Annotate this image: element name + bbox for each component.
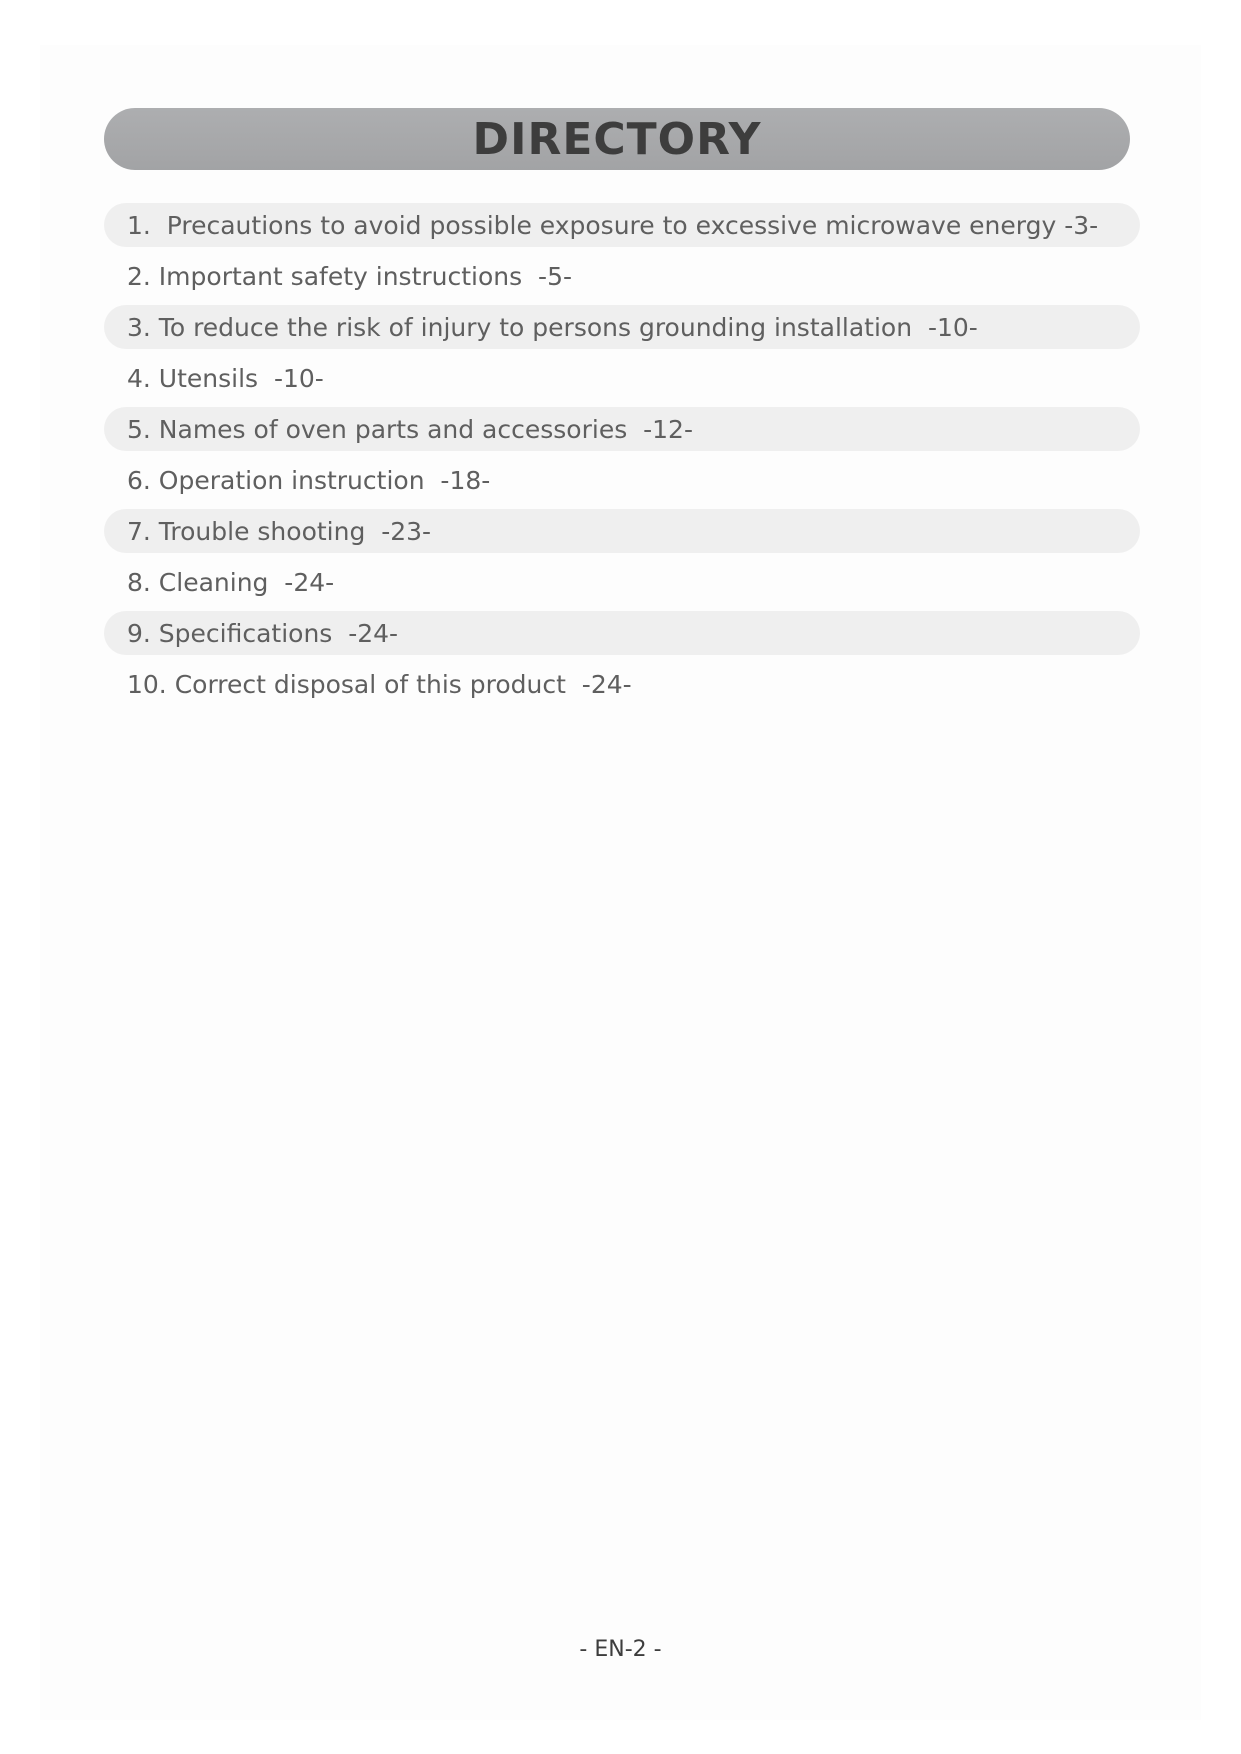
- toc-item-label: 1. Precautions to avoid possible exposure to excessive microwave energy -3-: [127, 210, 1099, 240]
- toc-item-4[interactable]: [104, 356, 1140, 400]
- toc-item-label: 4. Utensils -10-: [127, 363, 324, 393]
- toc-item-label: 10. Correct disposal of this product -24-: [127, 669, 632, 699]
- toc-item-label: 7. Trouble shooting -23-: [127, 516, 432, 546]
- directory-header-bar: [104, 108, 1130, 170]
- toc-item-8[interactable]: [104, 560, 1140, 604]
- toc-item-label: 2. Important safety instructions -5-: [127, 261, 572, 291]
- table-of-contents: [104, 203, 1140, 713]
- toc-item-label: 5. Names of oven parts and accessories -12-: [127, 414, 693, 444]
- toc-item-2[interactable]: [104, 254, 1140, 298]
- toc-item-3[interactable]: [104, 305, 1140, 349]
- toc-item-10[interactable]: [104, 662, 1140, 706]
- toc-item-5[interactable]: [104, 407, 1140, 451]
- toc-item-7[interactable]: [104, 509, 1140, 553]
- page-number: - EN-2 -: [579, 1637, 662, 1662]
- toc-item-6[interactable]: [104, 458, 1140, 502]
- toc-item-label: 9. Specifications -24-: [127, 618, 399, 648]
- toc-item-label: 8. Cleaning -24-: [127, 567, 335, 597]
- page-title: DIRECTORY: [472, 113, 762, 165]
- toc-item-label: 6. Operation instruction -18-: [127, 465, 491, 495]
- toc-item-label: 3. To reduce the risk of injury to persons grounding installation -10-: [127, 312, 978, 342]
- toc-item-1[interactable]: [104, 203, 1140, 247]
- toc-item-9[interactable]: [104, 611, 1140, 655]
